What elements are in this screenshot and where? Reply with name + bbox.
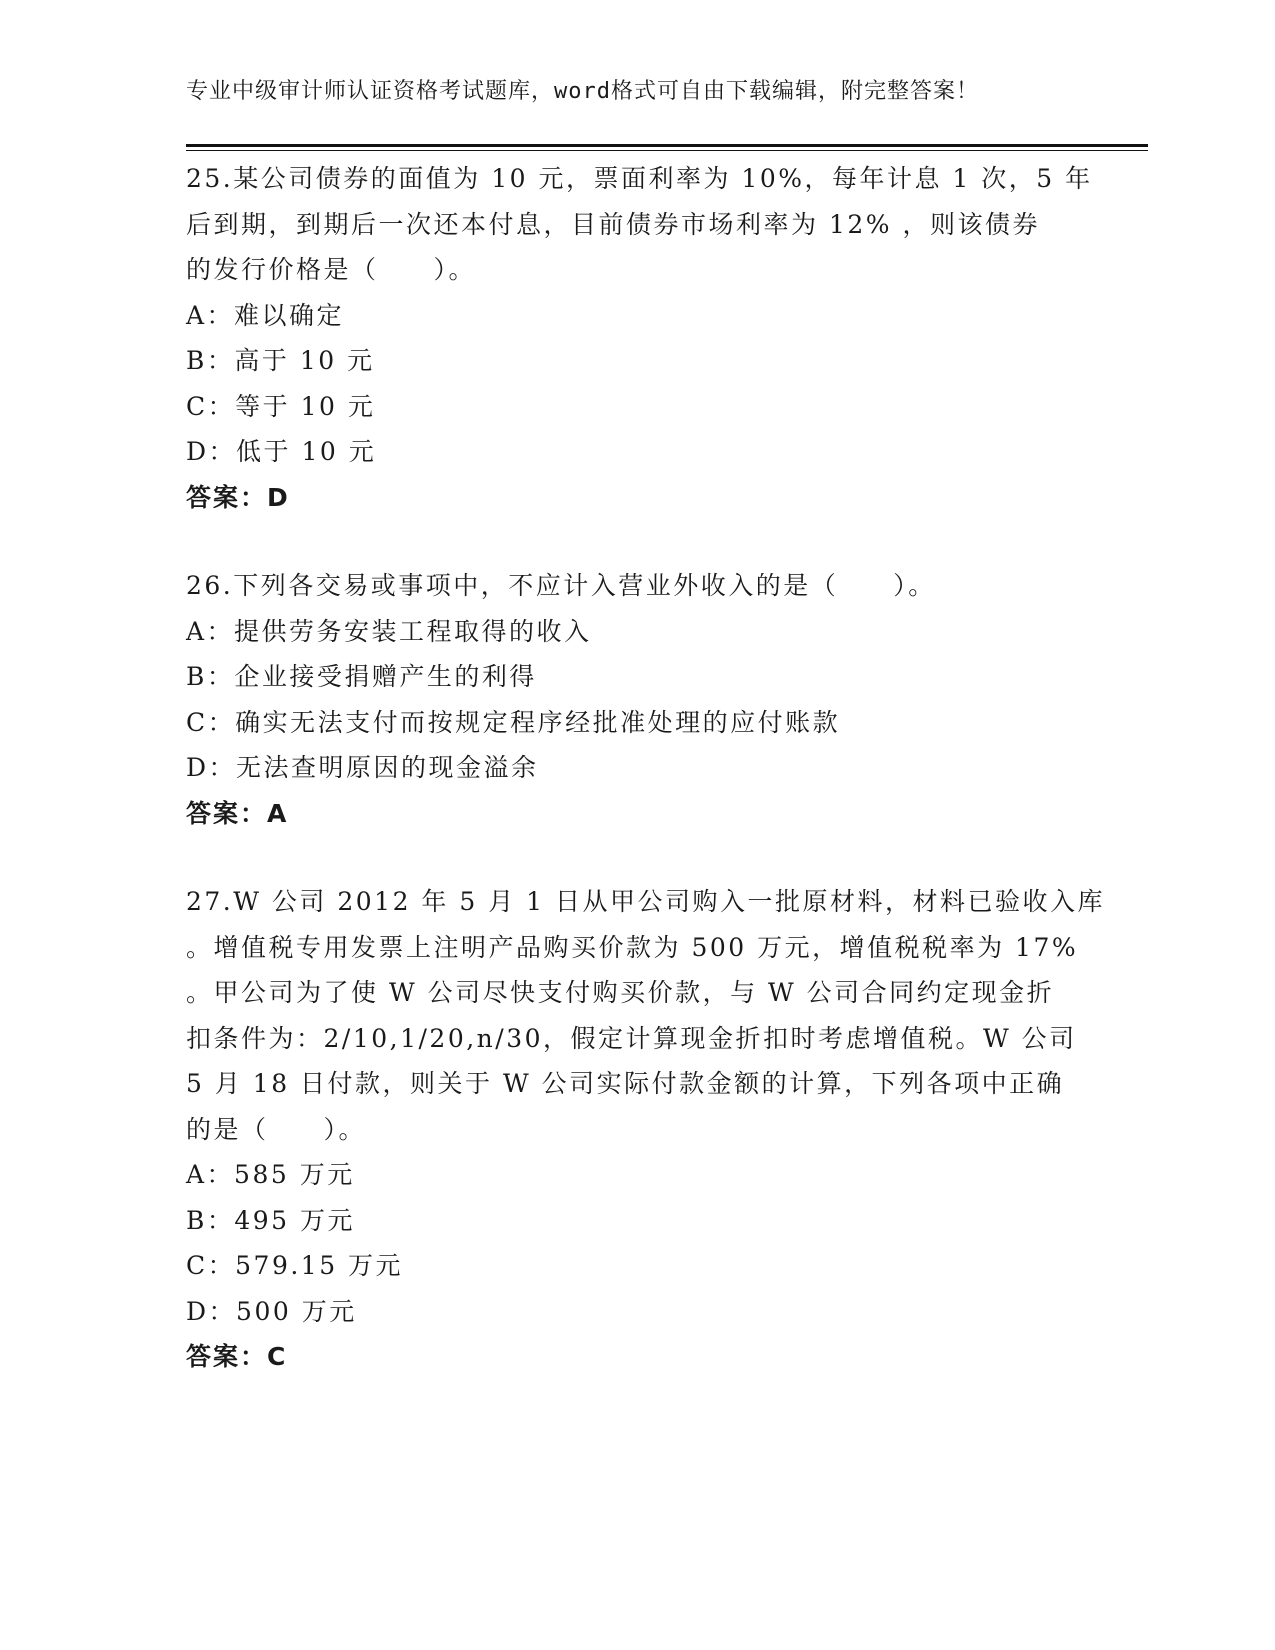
- question-25: [186, 156, 1093, 520]
- header-rule-thick: [186, 144, 1148, 147]
- question-text-line: 27.W 公司 2012 年 5 月 1 日从甲公司购入一批原材料，材料已验收入库: [186, 887, 1106, 916]
- option-b: B：高于 10 元: [186, 346, 375, 375]
- option-d: D：低于 10 元: [186, 437, 377, 466]
- question-text-line: 的是（ ）。: [186, 1114, 367, 1144]
- question-26: [186, 563, 1086, 836]
- option-c: C：等于 10 元: [186, 391, 376, 421]
- question-text-line: 5 月 18 日付款，则关于 W 公司实际付款金额的计算，下列各项中正确: [186, 1069, 1065, 1098]
- question-text-line: 。增值税专用发票上注明产品购买价款为 500 万元，增值税税率为 17%: [186, 932, 1079, 962]
- answer-line: 答案：A: [186, 798, 289, 828]
- question-text-line: 扣条件为：2/10,1/20,n/30，假定计算现金折扣时考虑增值税。W 公司: [186, 1023, 1077, 1053]
- question-27: [186, 879, 1106, 1380]
- answer-line: 答案：C: [186, 1342, 288, 1371]
- option-d: D：500 万元: [186, 1296, 357, 1326]
- option-c: C：确实无法支付而按规定程序经批准处理的应付账款: [186, 707, 841, 737]
- question-text-line: 后到期，到期后一次还本付息，目前债券市场利率为 12% ，则该债券: [186, 209, 1040, 239]
- option-a: A：难以确定: [186, 300, 345, 330]
- question-text-line: 。甲公司为了使 W 公司尽快支付购买价款，与 W 公司合同约定现金折: [186, 978, 1055, 1007]
- question-text-line: 的发行价格是（ ）。: [186, 255, 477, 284]
- page-header: 专业中级审计师认证资格考试题库，word格式可自由下载编辑，附完整答案！: [186, 79, 979, 104]
- question-text-line: 25.某公司债券的面值为 10 元，票面利率为 10%，每年计息 1 次，5 年: [186, 164, 1093, 193]
- header-rule-thin: [186, 150, 1148, 151]
- answer-line: 答案：D: [186, 482, 290, 512]
- option-a: A：585 万元: [186, 1160, 355, 1189]
- question-text-line: 26.下列各交易或事项中，不应计入营业外收入的是（ ）。: [186, 571, 936, 600]
- option-b: B：企业接受捐赠产生的利得: [186, 662, 537, 691]
- option-b: B：495 万元: [186, 1205, 356, 1235]
- option-d: D：无法查明原因的现金溢余: [186, 753, 539, 782]
- option-a: A：提供劳务安装工程取得的收入: [186, 616, 592, 646]
- option-c: C：579.15 万元: [186, 1251, 404, 1280]
